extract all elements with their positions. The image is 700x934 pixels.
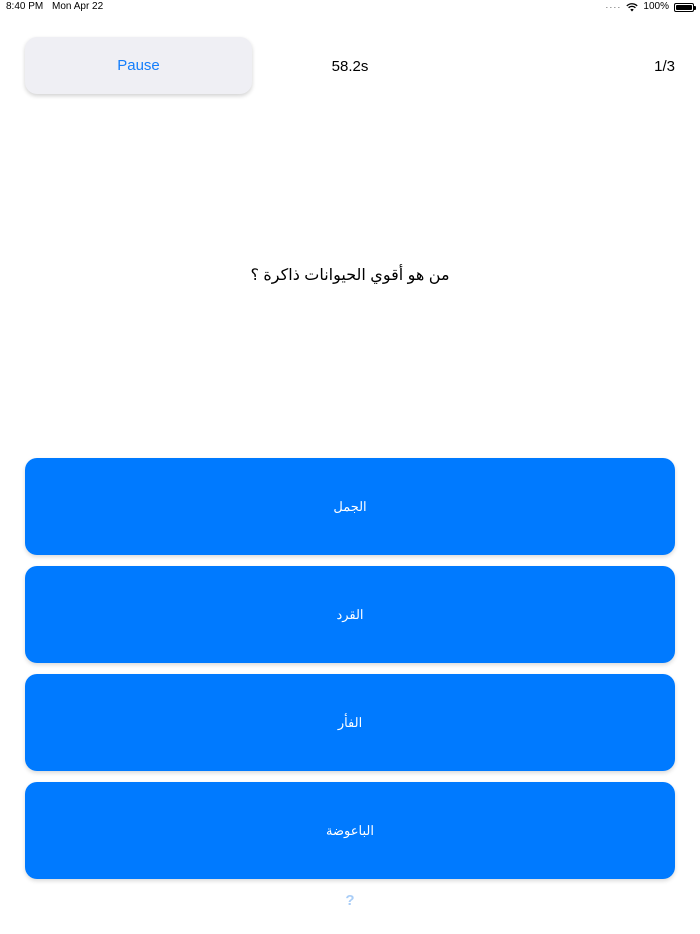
battery-percent: 100%: [643, 1, 669, 12]
help-button[interactable]: ?: [335, 888, 365, 912]
answer-button-1[interactable]: الجمل: [25, 458, 675, 555]
answer-button-2[interactable]: القرد: [25, 566, 675, 663]
pause-button[interactable]: Pause: [25, 37, 252, 94]
question-progress: 1/3: [654, 58, 675, 75]
wifi-icon: [626, 2, 638, 12]
timer: 58.2s: [331, 58, 369, 75]
status-right: [605, 0, 694, 14]
multitasking-dots-icon: ····: [605, 2, 622, 12]
status-left: [6, 0, 109, 14]
answer-button-3[interactable]: الفأر: [25, 674, 675, 771]
status-date: Mon Apr 22: [52, 1, 104, 12]
battery-icon: [674, 3, 694, 12]
status-bar: [0, 0, 700, 14]
status-time: 8:40 PM: [6, 1, 44, 12]
battery-fill: [676, 5, 692, 10]
question-text: من هو أقوي الحيوانات ذاكرة ؟: [250, 267, 450, 284]
answer-button-4[interactable]: الباعوضة: [25, 782, 675, 879]
